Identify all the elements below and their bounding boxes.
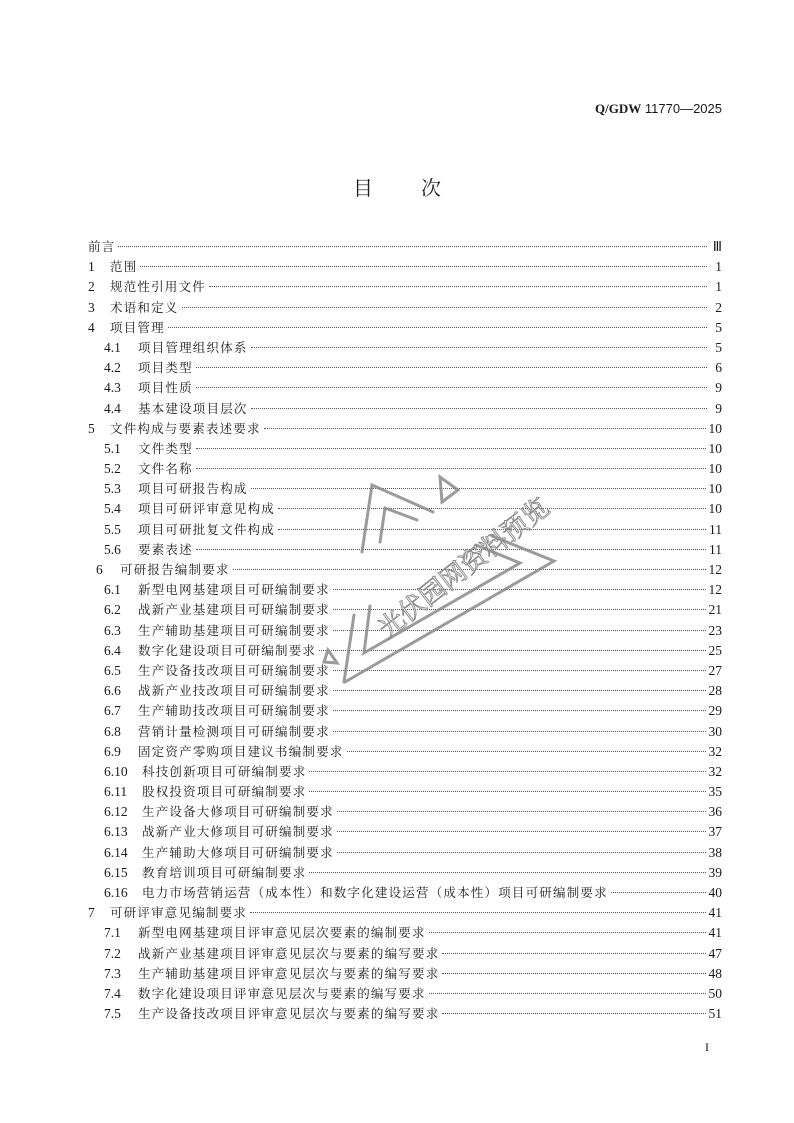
dot-leader [337,831,706,832]
toc-entry-number: 7.2 [104,945,121,961]
toc-entry-page: 36 [708,804,722,820]
toc-entry[interactable] [88,621,722,641]
toc-entry-title: 规范性引用文件 [110,279,206,295]
toc-entry-number: 5 [88,420,95,436]
toc-entry-page: 41 [708,905,722,921]
toc-entry-page: 10 [708,461,722,477]
toc-entry[interactable] [88,499,722,519]
toc-entry-page: 32 [708,763,722,779]
toc-title: 目次 [353,176,489,200]
toc-entry[interactable] [88,358,722,378]
toc-entry-title: 数字化建设项目评审意见层次与要素的编写要求 [138,985,426,1001]
toc-entry[interactable] [88,560,722,580]
toc-entry-page: 11 [709,541,722,557]
dot-leader [278,529,706,530]
toc-entry-page: 35 [708,784,722,800]
dot-leader [196,387,707,388]
dot-leader [333,690,706,691]
toc-entry-number: 6.10 [104,763,128,779]
dot-leader [251,347,707,348]
toc-entry[interactable] [88,661,722,681]
toc-entry-number: 7.1 [104,925,121,941]
toc-entry-title: 项目类型 [138,360,193,376]
toc-entry[interactable] [88,540,722,560]
toc-entry-number: 1 [88,259,95,275]
toc-entry-page: 50 [708,985,722,1001]
toc-entry[interactable] [88,600,722,620]
toc-entry-title: 生产辅助技改项目可研编制要求 [138,703,330,719]
dot-leader [442,1013,705,1014]
dot-leader [337,852,706,853]
toc-entry-title: 科技创新项目可研编制要求 [142,763,307,779]
toc-entry-title: 要素表述 [138,541,193,557]
toc-entry-page: 1 [715,279,722,295]
toc-entry-number: 6.6 [104,683,121,699]
toc-entry-number: 5.6 [104,541,121,557]
dot-leader [333,609,706,610]
toc-entry[interactable] [88,681,722,701]
toc-entry-page: 29 [708,703,722,719]
toc-entry-number: 5.3 [104,481,121,497]
dot-leader [196,549,706,550]
toc-entry-number: 3 [88,299,95,315]
toc-entry-page: 9 [715,400,722,416]
toc-entry-title: 项目管理组织体系 [138,339,248,355]
toc-entry-page: 41 [708,925,722,941]
dot-leader [196,367,707,368]
dot-leader [309,771,705,772]
toc-entry-number: 2 [88,279,95,295]
toc-entry-title: 战新产业技改项目可研编制要求 [138,683,330,699]
table-of-contents [88,237,722,1024]
toc-entry-page: 1 [715,259,722,275]
toc-entry[interactable] [88,338,722,358]
toc-entry-number: 4.4 [104,400,121,416]
dot-leader [196,468,706,469]
toc-entry-number: 6.7 [104,703,121,719]
toc-entry[interactable] [88,419,722,439]
toc-entry-number: 6.3 [104,622,121,638]
toc-entry-number: 6.2 [104,602,121,618]
toc-entry[interactable] [88,822,722,842]
toc-entry[interactable] [88,580,722,600]
toc-entry[interactable] [88,378,722,398]
toc-entry[interactable] [88,923,722,943]
toc-entry-title: 文件名称 [138,461,193,477]
toc-entry-title: 项目性质 [138,380,193,396]
toc-entry-title: 项目可研批复文件构成 [138,521,276,537]
toc-entry-title: 固定资产零购项目建议书编制要求 [138,743,344,759]
toc-entry-page: 28 [708,683,722,699]
toc-entry[interactable] [88,1004,722,1024]
toc-entry-page: 23 [708,622,722,638]
toc-entry-title: 战新产业基建项目可研编制要求 [138,602,330,618]
toc-entry[interactable] [88,318,722,338]
dot-leader [347,751,706,752]
toc-entry[interactable] [88,883,722,903]
toc-entry[interactable] [88,843,722,863]
toc-entry-title: 前言 [88,239,116,254]
toc-entry-title: 术语和定义 [110,299,179,315]
toc-entry-title: 项目管理 [110,319,165,335]
toc-entry-number: 6.15 [104,864,128,880]
toc-entry[interactable] [88,298,722,318]
page-number: I [705,1040,709,1054]
toc-entry-title: 新型电网基建项目可研编制要求 [138,582,330,598]
toc-entry-number: 6.9 [104,743,121,759]
toc-entry-number: 7.4 [104,985,121,1001]
toc-entry-page: 10 [708,420,722,436]
toc-entry-page: 40 [708,885,722,900]
svg-text:光伏园网资料预览: 光伏园网资料预览 [372,492,556,645]
toc-entry-number: 5.2 [104,461,121,477]
toc-entry-title: 范围 [110,259,138,275]
toc-entry-title: 股权投资项目可研编制要求 [142,784,307,800]
toc-entry-number: 5.1 [104,440,121,456]
toc-entry-page: 27 [708,662,722,678]
dot-leader [442,953,705,954]
toc-entry[interactable] [88,257,722,277]
toc-entry-title: 文件构成与要素表述要求 [110,420,261,436]
toc-entry-title: 数字化建设项目可研编制要求 [138,642,317,658]
toc-entry-number: 7 [88,905,95,921]
toc-entry-title: 战新产业大修项目可研编制要求 [142,824,334,840]
toc-entry-page: 6 [715,360,722,376]
toc-entry-number: 4.2 [104,360,121,376]
toc-entry[interactable] [88,277,722,297]
toc-entry[interactable] [88,722,722,742]
toc-entry-page: 38 [708,844,722,860]
dot-leader [611,892,706,893]
standard-number: 11770—2025 [641,101,722,116]
toc-entry[interactable] [88,439,722,459]
toc-entry-title: 生产辅助基建项目评审意见层次与要素的编写要求 [138,965,440,981]
toc-entry-title: 可研评审意见编制要求 [110,905,248,921]
toc-entry-number: 4.3 [104,380,121,396]
toc-entry-title: 营销计量检测项目可研编制要求 [138,723,330,739]
toc-entry-title: 生产设备技改项目可研编制要求 [138,662,330,678]
dot-leader [429,932,706,933]
dot-leader [264,428,706,429]
toc-entry-number: 6.14 [104,844,128,860]
toc-entry-page: 10 [708,501,722,517]
toc-entry-number: 5.4 [104,501,121,517]
toc-entry-number: 6.16 [104,885,128,900]
dot-leader [251,488,706,489]
toc-entry-title: 教育培训项目可研编制要求 [142,864,307,880]
toc-entry-page: 5 [715,339,722,355]
toc-entry-number: 4 [88,319,95,335]
toc-entry-page: 10 [708,440,722,456]
toc-entry[interactable] [88,520,722,540]
toc-entry[interactable] [88,479,722,499]
toc-entry[interactable] [88,237,722,257]
toc-entry-title: 生产辅助基建项目可研编制要求 [138,622,330,638]
toc-entry[interactable] [88,944,722,964]
toc-entry-page: 21 [708,602,722,618]
toc-entry-page: 9 [715,380,722,396]
toc-entry-title: 文件类型 [138,440,193,456]
toc-entry-page: 39 [708,864,722,880]
toc-entry-page: 5 [715,319,722,335]
dot-leader [250,912,705,913]
toc-entry-title: 可研报告编制要求 [120,562,230,577]
toc-entry[interactable] [88,742,722,762]
toc-entry[interactable] [88,964,722,984]
toc-entry[interactable] [88,459,722,479]
toc-entry-number: 7.5 [104,1006,121,1022]
standard-prefix: Q/GDW [595,101,642,116]
dot-leader [319,650,705,651]
toc-entry[interactable] [88,701,722,721]
dot-leader [333,710,706,711]
toc-entry[interactable] [88,802,722,822]
toc-entry-page: 25 [708,642,722,658]
toc-entry-page: 37 [708,824,722,840]
dot-leader [196,448,706,449]
toc-entry-title: 新型电网基建项目评审意见层次要素的编制要求 [138,925,426,941]
toc-entry[interactable] [88,641,722,661]
dot-leader [309,872,705,873]
toc-entry-page: 32 [708,743,722,759]
toc-entry-title: 生产辅助大修项目可研编制要求 [142,844,334,860]
toc-entry-page: 30 [708,723,722,739]
dot-leader [182,307,707,308]
dot-leader [309,791,705,792]
toc-entry[interactable] [88,762,722,782]
toc-entry-number: 5.5 [104,521,121,537]
dot-leader [333,630,706,631]
toc-entry-page: 48 [708,965,722,981]
toc-entry-number: 6 [96,562,103,577]
toc-entry-page: 11 [709,521,722,537]
toc-entry-title: 项目可研报告构成 [138,481,248,497]
toc-entry-page: 51 [708,1006,722,1022]
dot-leader [442,973,705,974]
dot-leader [337,811,706,812]
toc-entry-page: 47 [708,945,722,961]
toc-entry-number: 6.12 [104,804,128,820]
toc-entry-number: 6.5 [104,662,121,678]
toc-entry-page: 12 [708,582,722,598]
toc-entry-page: Ⅲ [712,239,722,254]
toc-entry-page: 10 [708,481,722,497]
toc-entry-title: 电力市场营销运营（成本性）和数字化建设运营（成本性）项目可研编制要求 [142,885,608,900]
dot-leader [140,266,707,267]
toc-entry-title: 基本建设项目层次 [138,400,248,416]
toc-entry-title: 项目可研评审意见构成 [138,501,276,517]
dot-leader [333,589,706,590]
dot-leader [251,408,707,409]
toc-entry-page: 12 [708,562,722,577]
document-code [595,101,722,117]
dot-leader [333,670,706,671]
toc-entry-number: 6.8 [104,723,121,739]
toc-entry[interactable] [88,863,722,883]
toc-entry-number: 6.13 [104,824,128,840]
toc-entry-number: 4.1 [104,339,121,355]
toc-entry[interactable] [88,399,722,419]
toc-entry[interactable] [88,782,722,802]
dot-leader [333,731,706,732]
toc-entry-title: 生产设备技改项目评审意见层次与要素的编写要求 [138,1006,440,1022]
toc-entry-title: 生产设备大修项目可研编制要求 [142,804,334,820]
toc-entry-number: 6.11 [104,784,128,800]
toc-entry[interactable] [88,903,722,923]
toc-entry-number: 6.1 [104,582,121,598]
toc-entry-page: 2 [715,299,722,315]
dot-leader [118,246,707,247]
dot-leader [278,508,705,509]
toc-entry-number: 6.4 [104,642,121,658]
dot-leader [209,286,707,287]
toc-entry-title: 战新产业基建项目评审意见层次与要素的编写要求 [138,945,440,961]
toc-entry-number: 7.3 [104,965,121,981]
dot-leader [168,327,707,328]
dot-leader [233,569,706,570]
toc-entry[interactable] [88,984,722,1004]
dot-leader [429,993,706,994]
